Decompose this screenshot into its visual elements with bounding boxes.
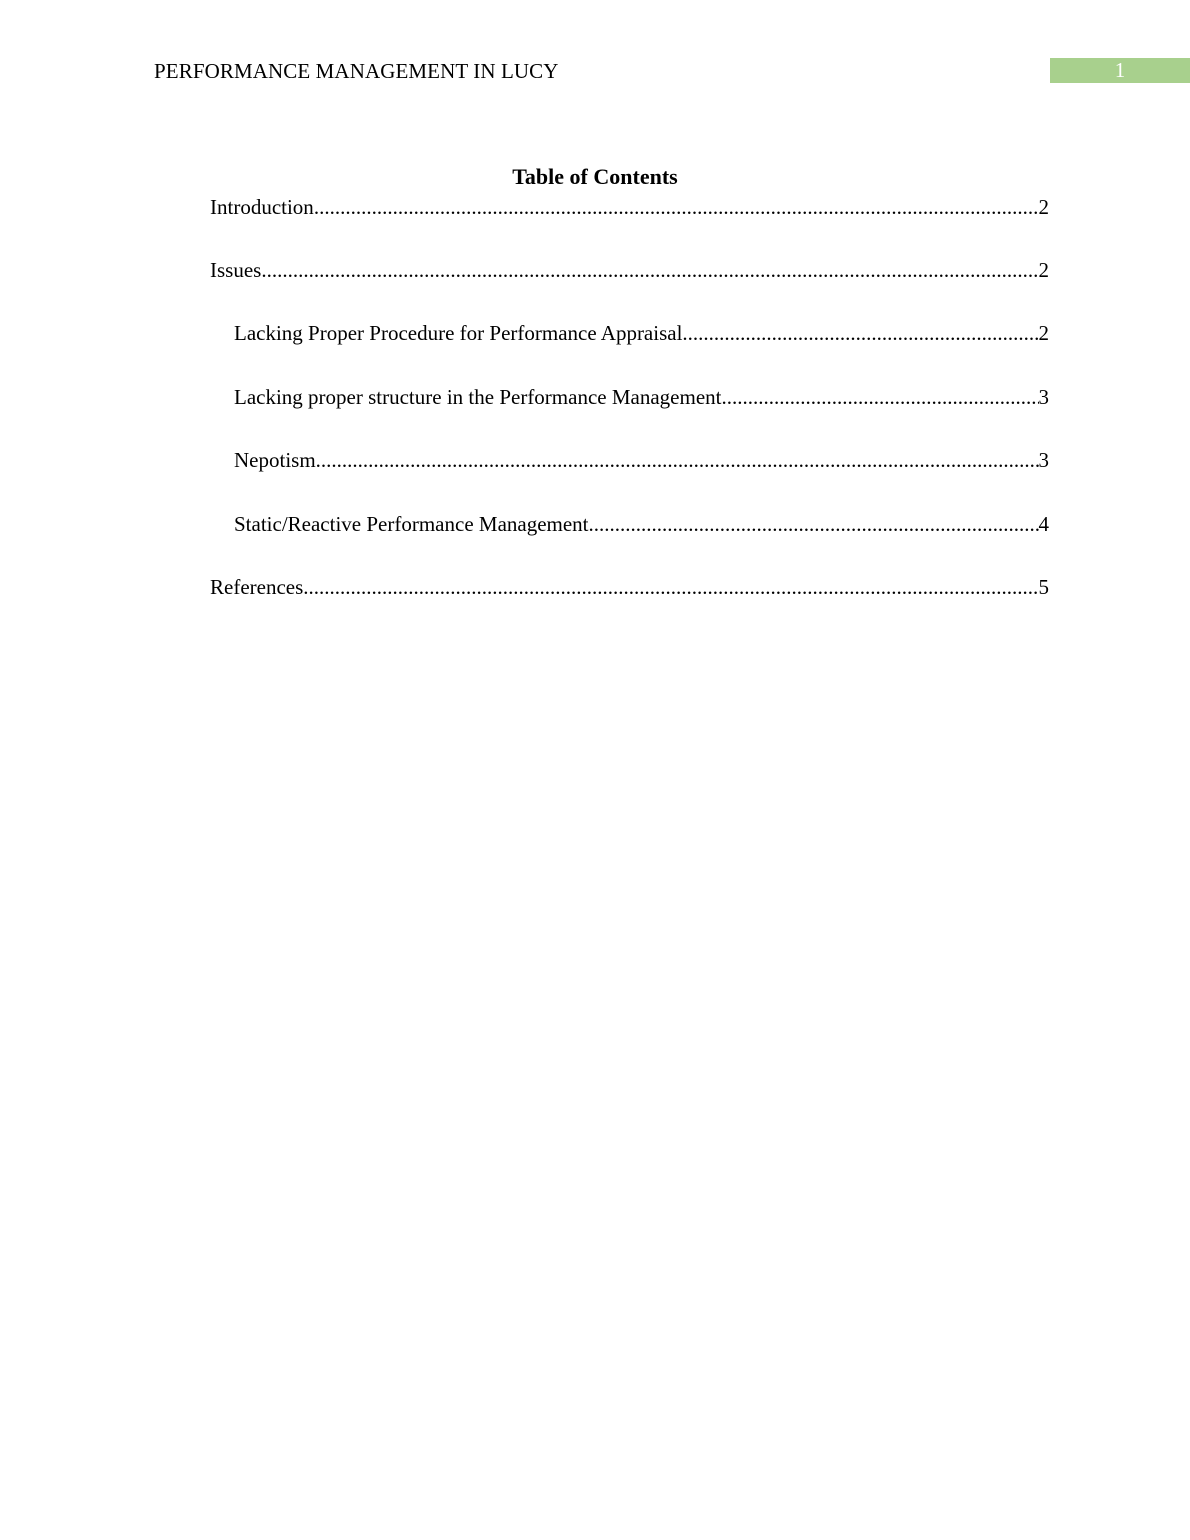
toc-dot-leader [316, 446, 1039, 474]
toc-dot-leader [261, 256, 1038, 284]
toc-entry-management-structure[interactable] [234, 383, 1049, 411]
toc-entry-label: References [210, 575, 304, 599]
toc-dot-leader [682, 319, 1038, 347]
toc-entry-label: Lacking Proper Procedure for Performance Appraisal [234, 321, 683, 345]
toc-entry-label: Introduction [210, 195, 314, 219]
toc-page-number: 5 [1038, 575, 1049, 599]
running-head: PERFORMANCE MANAGEMENT IN LUCY [154, 59, 559, 83]
toc-dot-leader [589, 510, 1039, 538]
toc-page-number: 2 [1038, 195, 1049, 219]
toc-page-number: 2 [1038, 321, 1049, 345]
toc-entry-label: Issues [210, 258, 262, 282]
toc-entry-static-reactive[interactable] [234, 510, 1049, 538]
toc-entry-performance-appraisal[interactable] [234, 319, 1049, 347]
toc-entry-label: Nepotism [234, 448, 316, 472]
toc-entry-introduction[interactable] [210, 193, 1049, 221]
toc-page-number: 4 [1038, 512, 1049, 536]
toc-entry-label: Lacking proper structure in the Performance Management [234, 385, 722, 409]
toc-title: Table of Contents [512, 164, 678, 189]
toc-entry-label: Static/Reactive Performance Management [234, 512, 589, 536]
toc-entry-references[interactable] [210, 573, 1049, 601]
toc-dot-leader [721, 383, 1038, 411]
toc-dot-leader [314, 193, 1039, 221]
toc-page-number: 2 [1038, 258, 1049, 282]
toc-entry-issues[interactable] [210, 256, 1049, 284]
toc-entry-nepotism[interactable] [234, 446, 1049, 474]
page-number-badge: 1 [1050, 58, 1190, 83]
toc-page-number: 3 [1038, 448, 1049, 472]
toc-dot-leader [303, 573, 1038, 601]
toc-page-number: 3 [1038, 385, 1049, 409]
